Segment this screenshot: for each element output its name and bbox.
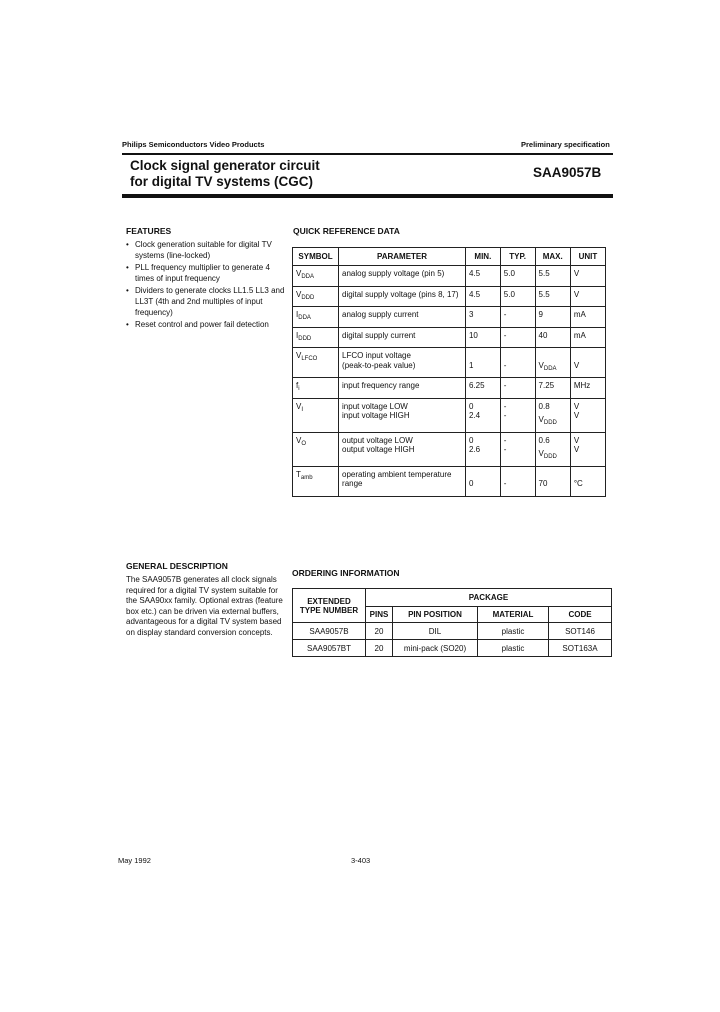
qrd-max — [535, 327, 570, 348]
qrd-unit-line: V — [573, 411, 580, 420]
symbol-subscript: DDD — [298, 335, 312, 342]
qrd-min — [465, 348, 500, 378]
title-rule — [122, 194, 613, 198]
title-line-2: for digital TV systems (CGC) — [130, 174, 314, 189]
part-number: SAA9057B — [533, 165, 602, 180]
qrd-typ-line: - — [503, 401, 507, 411]
qrd-typ — [500, 348, 535, 378]
qrd-symbol — [293, 266, 339, 287]
symbol-letter: V — [296, 401, 302, 411]
qrd-max-line — [539, 415, 567, 429]
qrd-min — [465, 307, 500, 328]
symbol-subscript: DDD — [301, 294, 315, 301]
max-value: 40 — [538, 330, 548, 340]
qrd-row — [293, 432, 606, 466]
qrd-row — [293, 466, 606, 496]
qrd-symbol — [293, 286, 339, 307]
header-pins: PINS — [366, 607, 393, 623]
qrd-param-line: digital supply current — [342, 330, 416, 340]
qrd-max-line — [539, 470, 567, 480]
header-rule — [122, 153, 613, 155]
max-value: 9 — [538, 310, 543, 319]
qrd-header-cell: MIN. — [465, 248, 500, 266]
qrd-max — [535, 266, 570, 287]
qrd-row — [293, 286, 606, 307]
qrd-symbol — [293, 307, 339, 328]
ordering-heading: ORDERING INFORMATION — [292, 568, 400, 578]
max-value: 5.5 — [538, 289, 550, 299]
symbol-letter: I — [296, 310, 299, 319]
symbol-subscript: amb — [300, 474, 313, 481]
qrd-typ — [500, 398, 535, 432]
qrd-max — [535, 398, 570, 432]
qrd-min-line: 6.25 — [468, 381, 485, 390]
qrd-min-line: 2.4 — [468, 411, 481, 420]
qrd-min — [465, 398, 500, 432]
header-material: MATERIAL — [478, 607, 549, 623]
ordering-table — [292, 588, 612, 657]
qrd-header-cell: SYMBOL — [293, 248, 339, 266]
qrd-min-line: 4.5 — [468, 269, 481, 278]
qrd-min — [465, 432, 500, 466]
qrd-param-line: input frequency range — [342, 381, 420, 390]
ordering-cell: SOT146 — [549, 623, 612, 640]
qrd-max-line — [539, 331, 567, 345]
qrd-typ — [500, 432, 535, 466]
ordering-cell: SAA9057BT — [293, 640, 366, 657]
qrd-max — [535, 378, 570, 399]
symbol-letter: V — [296, 269, 302, 278]
qrd-max-line — [539, 381, 567, 395]
ordering-cell: mini-pack (SO20) — [393, 640, 478, 657]
qrd-param-line: input voltage HIGH — [342, 411, 410, 420]
qrd-unit-line: V — [573, 401, 580, 411]
qrd-unit — [570, 378, 605, 399]
qrd-unit — [570, 307, 605, 328]
qrd-unit-line: MHz — [573, 381, 591, 390]
feature-item: • PLL frequency multiplier to generate 4 times of input frequency — [126, 263, 286, 284]
qrd-row — [293, 307, 606, 328]
max-value: 7.25 — [538, 381, 555, 390]
qrd-typ-line — [504, 351, 532, 361]
symbol-letter: T — [296, 469, 301, 479]
qrd-unit-line: V — [573, 445, 580, 454]
max-value: 70 — [538, 479, 548, 488]
qrd-unit — [570, 286, 605, 307]
qrd-min-line: 0 — [468, 435, 474, 445]
footer-page-number: 3-403 — [351, 856, 371, 865]
qrd-min-line: 10 — [468, 330, 478, 340]
qrd-unit-line — [574, 351, 602, 361]
qrd-symbol — [293, 348, 339, 378]
qrd-min-line — [469, 351, 497, 361]
qrd-typ — [500, 327, 535, 348]
ordering-cell: SAA9057B — [293, 623, 366, 640]
qrd-min — [465, 466, 500, 496]
qrd-typ — [500, 266, 535, 287]
qrd-param-line: input voltage LOW — [342, 401, 408, 411]
qrd-typ-line: - — [503, 435, 507, 445]
symbol-subscript: DDA — [301, 274, 315, 280]
qrd-param-line: (peak-to-peak value) — [342, 360, 416, 370]
qrd-param-line: analog supply voltage (pin 5) — [342, 269, 445, 278]
qrd-row — [293, 327, 606, 348]
qrd-row — [293, 348, 606, 378]
header-package: PACKAGE — [366, 589, 612, 607]
max-value: V — [538, 360, 544, 370]
max-value: 5.5 — [538, 269, 550, 278]
qrd-max — [535, 466, 570, 496]
qrd-min — [465, 327, 500, 348]
qrd-unit-line: mA — [573, 310, 586, 319]
max-subscript: DDA — [543, 365, 557, 372]
qrd-unit — [570, 398, 605, 432]
qrd-unit — [570, 327, 605, 348]
qrd-typ — [500, 378, 535, 399]
max-value: V — [538, 415, 544, 424]
document-title — [130, 158, 320, 190]
qrd-param-line: range — [342, 479, 363, 488]
qrd-max — [535, 286, 570, 307]
qrd-unit-line: mA — [573, 330, 586, 340]
qrd-min — [465, 286, 500, 307]
quick-reference-heading: QUICK REFERENCE DATA — [293, 226, 400, 236]
qrd-typ-line: - — [503, 445, 507, 454]
qrd-symbol — [293, 378, 339, 399]
qrd-param-line: analog supply current — [342, 310, 419, 319]
qrd-typ — [500, 466, 535, 496]
qrd-typ-line: 5.0 — [503, 269, 515, 278]
header-code: CODE — [549, 607, 612, 623]
qrd-unit-line — [574, 470, 602, 480]
qrd-unit-line: V — [573, 360, 580, 370]
qrd-max-line — [539, 402, 567, 416]
qrd-unit — [570, 432, 605, 466]
header-status: Preliminary specification — [521, 140, 610, 149]
qrd-header-cell: TYP. — [500, 248, 535, 266]
qrd-param-line: LFCO input voltage — [342, 351, 411, 360]
qrd-param-line: output voltage LOW — [342, 435, 413, 445]
general-description-heading: GENERAL DESCRIPTION — [126, 561, 228, 571]
qrd-header-cell: PARAMETER — [339, 248, 466, 266]
qrd-unit — [570, 348, 605, 378]
qrd-param — [339, 307, 466, 328]
max-value: 0.8 — [538, 401, 550, 411]
qrd-min — [465, 378, 500, 399]
qrd-max-line — [539, 449, 567, 463]
symbol-subscript: i — [298, 386, 300, 392]
qrd-typ-line: - — [503, 360, 507, 370]
qrd-param — [339, 266, 466, 287]
qrd-row — [293, 378, 606, 399]
qrd-max-line — [539, 436, 567, 450]
qrd-typ-line: - — [503, 330, 507, 340]
feature-item: • Clock generation suitable for digital TV systems (line-locked) — [126, 240, 286, 261]
qrd-min-line: 1 — [468, 360, 474, 370]
qrd-min-line — [469, 470, 497, 480]
ordering-cell: plastic — [478, 640, 549, 657]
qrd-row — [293, 266, 606, 287]
qrd-symbol — [293, 398, 339, 432]
symbol-letter: f — [296, 381, 299, 390]
qrd-max — [535, 307, 570, 328]
ordering-row — [293, 640, 612, 657]
qrd-row — [293, 398, 606, 432]
qrd-min-line: 3 — [468, 310, 474, 319]
features-list — [126, 240, 286, 333]
qrd-typ — [500, 286, 535, 307]
max-subscript: DDD — [543, 420, 557, 426]
qrd-header-cell: MAX. — [535, 248, 570, 266]
feature-item: • Dividers to generate clocks LL1.5 LL3 and LL3T (4th and 2nd multiples of input frequency) — [126, 286, 286, 318]
ordering-cell: DIL — [393, 623, 478, 640]
qrd-max — [535, 348, 570, 378]
symbol-letter: V — [296, 435, 302, 445]
qrd-max-line — [539, 269, 567, 283]
header-extended-type: EXTENDED TYPE NUMBER — [293, 589, 366, 623]
qrd-typ-line: - — [503, 411, 507, 420]
qrd-param — [339, 327, 466, 348]
qrd-unit-line: V — [573, 435, 580, 445]
symbol-letter: V — [296, 289, 302, 299]
qrd-param-line: output voltage HIGH — [342, 445, 415, 454]
qrd-typ-line: - — [503, 310, 507, 319]
max-subscript: DDD — [543, 454, 557, 460]
symbol-subscript: O — [301, 440, 307, 447]
ordering-row — [293, 623, 612, 640]
qrd-param — [339, 348, 466, 378]
qrd-unit-line: V — [573, 269, 580, 278]
header-pin-position: PIN POSITION — [393, 607, 478, 623]
qrd-max — [535, 432, 570, 466]
max-value: V — [538, 449, 544, 458]
general-description-text: The SAA9057B generates all clock signals required for a digital TV system suitable for the SAA90xx family. Optional extras (feature box etc.) can be driven via external buffers, advantageous for a digital TV system based on display standard conversion concepts. — [126, 575, 283, 637]
qrd-symbol — [293, 432, 339, 466]
max-value: 0.6 — [538, 435, 550, 445]
qrd-max-line — [539, 479, 567, 493]
features-heading: FEATURES — [126, 226, 172, 236]
qrd-param — [339, 286, 466, 307]
symbol-letter: I — [296, 330, 299, 340]
symbol-subscript: DDA — [298, 315, 311, 321]
qrd-min-line: 0 — [468, 479, 474, 488]
symbol-letter: V — [296, 351, 302, 360]
qrd-max-line — [539, 290, 567, 304]
feature-item: • Reset control and power fail detection — [126, 320, 286, 331]
qrd-min-line: 2.6 — [468, 445, 481, 454]
qrd-param — [339, 398, 466, 432]
qrd-param-line: operating ambient temperature — [342, 469, 452, 479]
qrd-max-line — [539, 351, 567, 361]
qrd-typ-line: - — [503, 381, 507, 390]
qrd-typ-line — [504, 470, 532, 480]
ordering-cell: SOT163A — [549, 640, 612, 657]
qrd-unit — [570, 466, 605, 496]
qrd-typ — [500, 307, 535, 328]
qrd-param-line: digital supply voltage (pins 8, 17) — [342, 289, 459, 299]
qrd-param — [339, 432, 466, 466]
qrd-header-cell: UNIT — [570, 248, 605, 266]
qrd-param — [339, 466, 466, 496]
title-line-1: Clock signal generator circuit — [130, 158, 320, 173]
ordering-cell: 20 — [366, 623, 393, 640]
qrd-unit-line: °C — [573, 479, 583, 488]
symbol-subscript: I — [301, 406, 304, 413]
symbol-subscript: LFCO — [301, 356, 318, 362]
qrd-symbol — [293, 327, 339, 348]
qrd-unit — [570, 266, 605, 287]
qrd-min — [465, 266, 500, 287]
qrd-param — [339, 378, 466, 399]
qrd-max-line — [539, 361, 567, 375]
qrd-symbol — [293, 466, 339, 496]
header-company: Philips Semiconductors Video Products — [122, 140, 265, 149]
qrd-min-line: 4.5 — [468, 289, 481, 299]
footer-date: May 1992 — [118, 856, 151, 865]
quick-reference-table — [292, 247, 606, 497]
qrd-max-line — [539, 310, 567, 324]
qrd-typ-line: 5.0 — [503, 289, 515, 299]
ordering-cell: plastic — [478, 623, 549, 640]
qrd-typ-line: - — [503, 479, 507, 488]
qrd-min-line: 0 — [468, 401, 474, 411]
qrd-unit-line: V — [573, 289, 580, 299]
ordering-cell: 20 — [366, 640, 393, 657]
